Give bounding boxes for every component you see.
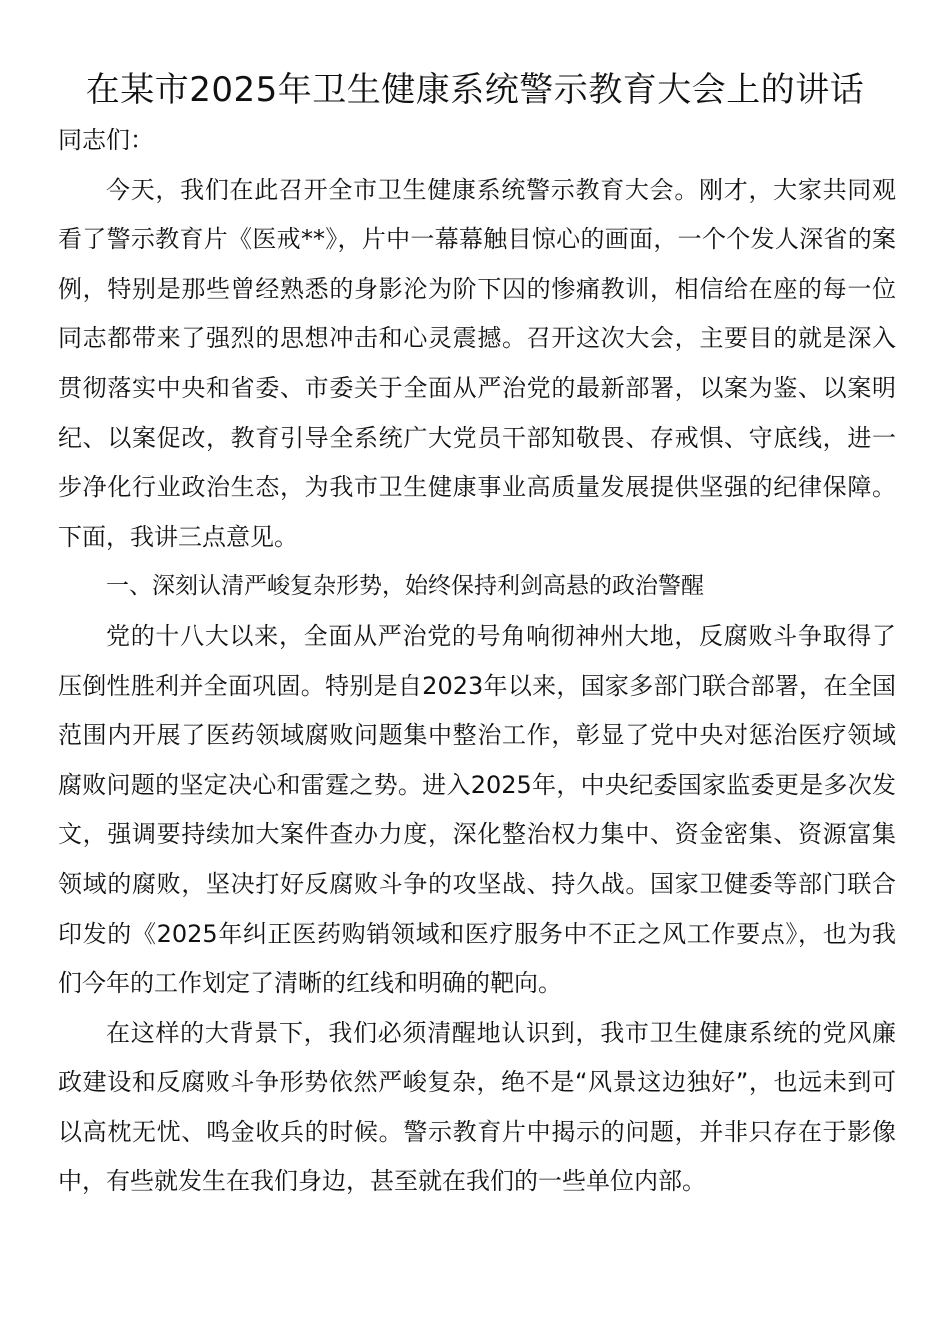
- section-heading-1: 一、深刻认清严峻复杂形势，始终保持利剑高悬的政治警醒: [106, 573, 704, 600]
- paragraph-awareness: 在这样的大背景下，我们必须清醒地认识到，我市卫生健康系统的党风廉政建设和反腐败斗争形势依然严峻复杂，绝不是“风景这边独好”，也远未到可以高枕无忧、鸣金收兵的时候。警示教育片中揭示的问题，并非只存在于影像中，有些就发生在我们身边，甚至就在我们的一些单位内部。: [58, 1018, 896, 1196]
- document-body: [58, 116, 896, 1207]
- greeting: 同志们：: [58, 126, 154, 154]
- paragraph-situation: 党的十八大以来，全面从严治党的号角响彻神州大地，反腐败斗争取得了压倒性胜利并全面巩固。特别是自2023年以来，国家多部门联合部署，在全国范围内开展了医药领域腐败问题集中整治工作，彰显了党中央对惩治医疗领域腐败问题的坚定决心和雷霆之势。进入2025年，中央纪委国家监委更是多次发文，强调要持续加大案件查办力度，深化整治权力集中、资金密集、资源富集领域的腐败，坚决打好反腐败斗争的攻坚战、持久战。国家卫健委等部门联合印发的《2025年纠正医药购销领域和医疗服务中不正之风工作要点》，也为我们今年的工作划定了清晰的红线和明确的靶向。: [58, 621, 896, 998]
- paragraph-opening: 今天，我们在此召开全市卫生健康系统警示教育大会。刚才，大家共同观看了警示教育片《医戒**》，片中一幕幕触目惊心的画面，一个个发人深省的案例，特别是那些曾经熟悉的身影沦为阶下囚的惨痛教训，相信给在座的每一位同志都带来了强烈的思想冲击和心灵震撼。召开这次大会，主要目的就是深入贯彻落实中央和省委、市委关于全面从严治党的最新部署，以案为鉴、以案明纪、以案促改，教育引导全系统广大党员干部知敬畏、存戒惧、守底线，进一步净化行业政治生态，为我市卫生健康事业高质量发展提供坚强的纪律保障。下面，我讲三点意见。: [58, 175, 896, 551]
- document-title: 在某市2025年卫生健康系统警示教育大会上的讲话: [85, 70, 865, 110]
